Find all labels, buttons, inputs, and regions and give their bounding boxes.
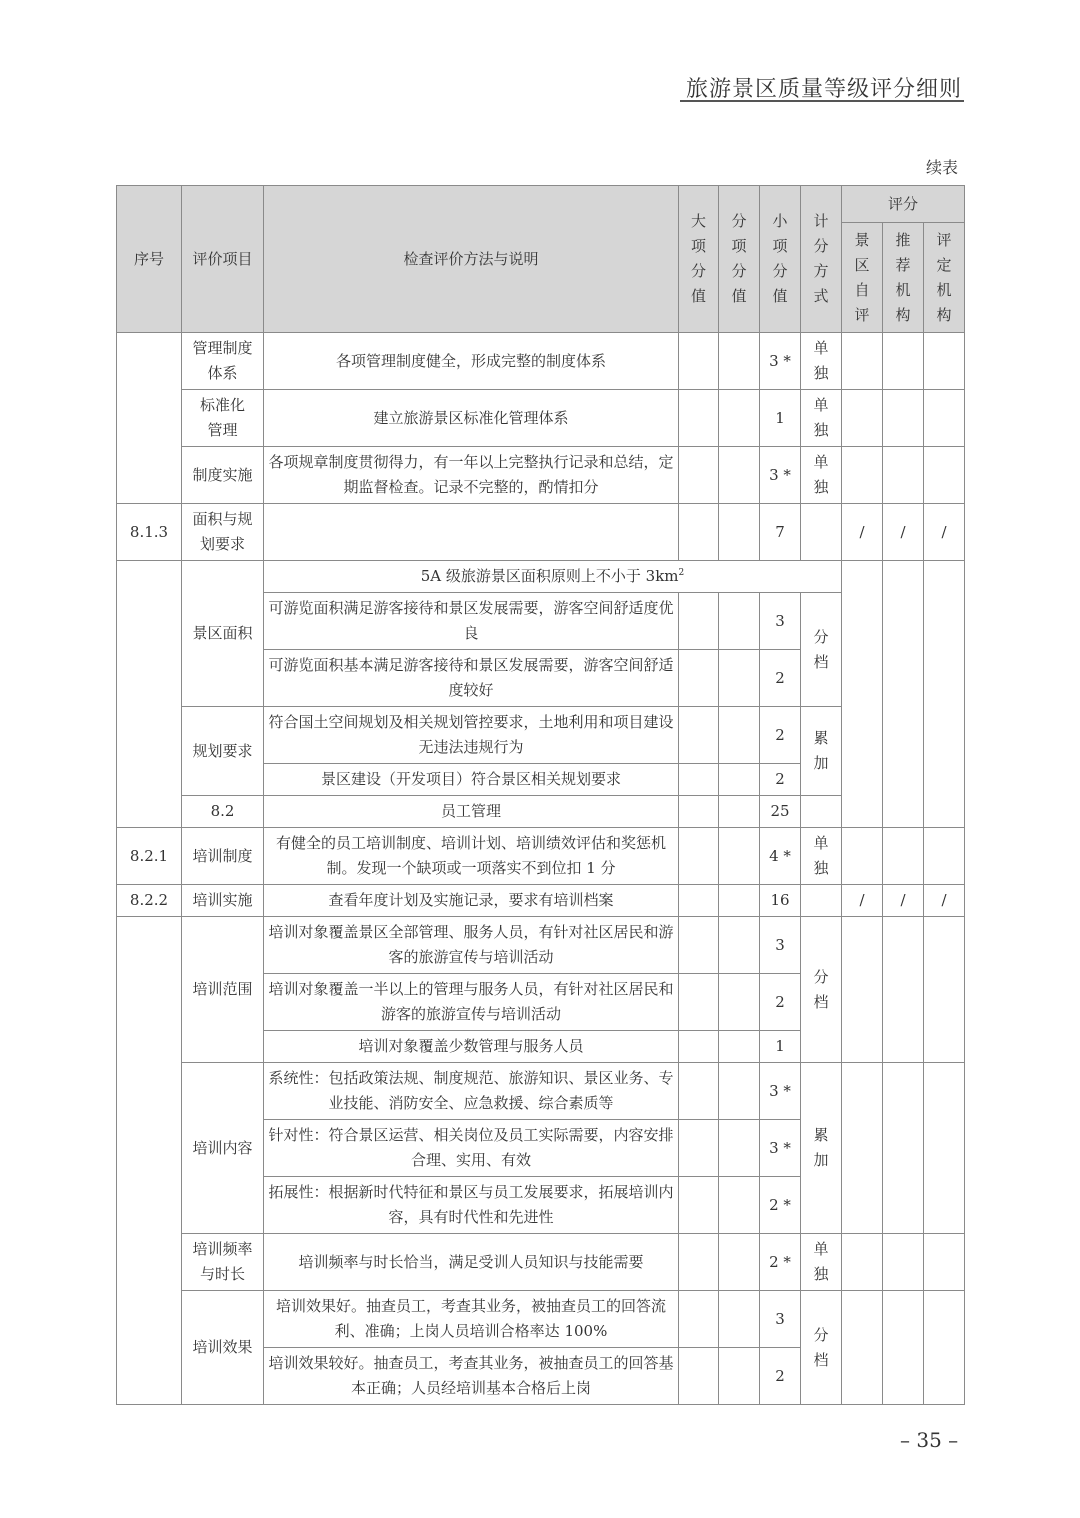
desc-cell: 查看年度计划及实施记录，要求有培训档案 [264, 885, 679, 917]
item-cell: 员工管理 [264, 796, 679, 828]
recommend-score-cell: / [883, 885, 924, 917]
sub-cell: 25 [760, 796, 801, 828]
col-header-method: 检查评价方法与说明 [264, 186, 679, 333]
seq-cell [117, 917, 182, 1405]
calc-cell: 单独 [801, 828, 842, 885]
col-header-minor: 小项分值 [760, 186, 801, 333]
desc-cell: 符合国土空间规划及相关规划管控要求，土地利用和项目建设无违法违规行为 [264, 707, 679, 764]
item-cell: 培训频率与时长 [182, 1234, 264, 1291]
col-header-calc: 计分方式 [801, 186, 842, 333]
desc-cell: 培训效果好。抽查员工，考查其业务，被抽查员工的回答流利、准确；上岗人员培训合格率达 100% [264, 1291, 679, 1348]
col-header-score: 评分 [842, 186, 965, 223]
minor-cell: 4 * [760, 828, 801, 885]
calc-cell: 单独 [801, 333, 842, 390]
item-cell: 标准化管理 [182, 390, 264, 447]
seq-cell [117, 561, 182, 828]
desc-cell: 培训对象覆盖景区全部管理、服务人员，有针对社区居民和游客的旅游宣传与培训活动 [264, 917, 679, 974]
desc-cell: 培训对象覆盖少数管理与服务人员 [264, 1031, 679, 1063]
minor-cell: 1 [760, 390, 801, 447]
desc-cell: 可游览面积满足游客接待和景区发展需要，游客空间舒适度优良 [264, 593, 679, 650]
group-item-cell: 培训内容 [182, 1063, 264, 1234]
calc-cell: 分档 [801, 593, 842, 707]
col-header-seq: 序号 [117, 186, 182, 333]
minor-cell: 3 * [760, 447, 801, 504]
table-row [117, 504, 965, 561]
desc-cell: 针对性：符合景区运营、相关岗位及员工实际需要，内容安排合理、实用、有效 [264, 1120, 679, 1177]
desc-cell: 培训对象覆盖一半以上的管理与服务人员，有针对社区居民和游客的旅游宣传与培训活动 [264, 974, 679, 1031]
self-score-cell: / [842, 885, 883, 917]
table-row [117, 885, 965, 917]
minor-cell: 3 * [760, 1120, 801, 1177]
desc-cell: 景区建设（开发项目）符合景区相关规划要求 [264, 764, 679, 796]
calc-cell: 累加 [801, 707, 842, 796]
recommend-score-cell: / [883, 504, 924, 561]
self-score-cell: / [842, 504, 883, 561]
table-row [117, 796, 965, 828]
minor-cell: 1 [760, 1031, 801, 1063]
group-item-cell: 培训效果 [182, 1291, 264, 1405]
minor-cell: 2 [760, 974, 801, 1031]
col-header-assess: 评定机构 [924, 223, 965, 333]
item-cell: 培训制度 [182, 828, 264, 885]
desc-cell: 各项管理制度健全，形成完整的制度体系 [264, 333, 679, 390]
desc-cell: 5A 级旅游景区面积原则上不小于 $3km^2$ [264, 561, 842, 593]
running-header-title: 旅游景区质量等级评分细则 [685, 77, 962, 102]
desc-cell: 系统性：包括政策法规、制度规范、旅游知识、景区业务、专业技能、消防安全、应急救援、综合素质等 [264, 1063, 679, 1120]
minor-cell: 3 [760, 593, 801, 650]
minor-cell: 3 [760, 1291, 801, 1348]
col-header-recommend: 推荐机构 [883, 223, 924, 333]
table-row [117, 1234, 965, 1291]
seq-cell: 8.2.2 [117, 885, 182, 917]
minor-cell: 16 [760, 885, 801, 917]
calc-cell: 分档 [801, 917, 842, 1063]
desc-cell: 建立旅游景区标准化管理体系 [264, 390, 679, 447]
calc-cell: 单独 [801, 1234, 842, 1291]
desc-cell: 可游览面积基本满足游客接待和景区发展需要，游客空间舒适度较好 [264, 650, 679, 707]
table-row [117, 561, 965, 593]
table-row [117, 447, 965, 504]
minor-cell: 2 * [760, 1234, 801, 1291]
item-cell: 管理制度体系 [182, 333, 264, 390]
scoring-table [116, 185, 965, 1405]
col-header-major: 大项分值 [679, 186, 719, 333]
page-number: – 35 – [900, 1428, 959, 1452]
table-row [117, 707, 965, 764]
table-row [117, 1291, 965, 1348]
item-cell: 面积与规划要求 [182, 504, 264, 561]
minor-cell: 7 [760, 504, 801, 561]
minor-cell: 2 [760, 650, 801, 707]
group-item-cell: 景区面积 [182, 561, 264, 707]
table-row [117, 333, 965, 390]
desc-cell: 培训频率与时长恰当，满足受训人员知识与技能需要 [264, 1234, 679, 1291]
header-rule [680, 100, 964, 102]
continued-label: 续表 [925, 158, 958, 177]
desc-cell: 有健全的员工培训制度、培训计划、培训绩效评估和奖惩机制。发现一个缺项或一项落实不到位扣 1 分 [264, 828, 679, 885]
group-item-cell: 培训范围 [182, 917, 264, 1063]
minor-cell: 2 [760, 1348, 801, 1405]
minor-cell: 2 [760, 764, 801, 796]
assess-score-cell: / [924, 504, 965, 561]
seq-cell: 8.2.1 [117, 828, 182, 885]
minor-cell: 3 [760, 917, 801, 974]
minor-cell: 2 * [760, 1177, 801, 1234]
col-header-sub: 分项分值 [719, 186, 760, 333]
calc-cell: 分档 [801, 1291, 842, 1405]
calc-cell: 累加 [801, 1063, 842, 1234]
assess-score-cell: / [924, 885, 965, 917]
desc-cell: 各项规章制度贯彻得力，有一年以上完整执行记录和总结，定期监督检查。记录不完整的，酌情扣分 [264, 447, 679, 504]
calc-cell: 单独 [801, 447, 842, 504]
calc-cell: 单独 [801, 390, 842, 447]
desc-cell: 拓展性：根据新时代特征和景区与员工发展要求，拓展培训内容，具有时代性和先进性 [264, 1177, 679, 1234]
group-item-cell: 规划要求 [182, 707, 264, 796]
item-cell: 培训实施 [182, 885, 264, 917]
table-row [117, 390, 965, 447]
item-cell: 制度实施 [182, 447, 264, 504]
table-row [117, 917, 965, 974]
col-header-item: 评价项目 [182, 186, 264, 333]
col-header-self: 景区自评 [842, 223, 883, 333]
table-row [117, 1063, 965, 1120]
minor-cell: 3 * [760, 1063, 801, 1120]
minor-cell: 2 [760, 707, 801, 764]
seq-cell: 8.1.3 [117, 504, 182, 561]
desc-cell: 培训效果较好。抽查员工，考查其业务，被抽查员工的回答基本正确；人员经培训基本合格后上岗 [264, 1348, 679, 1405]
seq-cell [117, 333, 182, 504]
minor-cell: 3 * [760, 333, 801, 390]
seq-cell: 8.2 [182, 796, 264, 828]
table-row [117, 828, 965, 885]
